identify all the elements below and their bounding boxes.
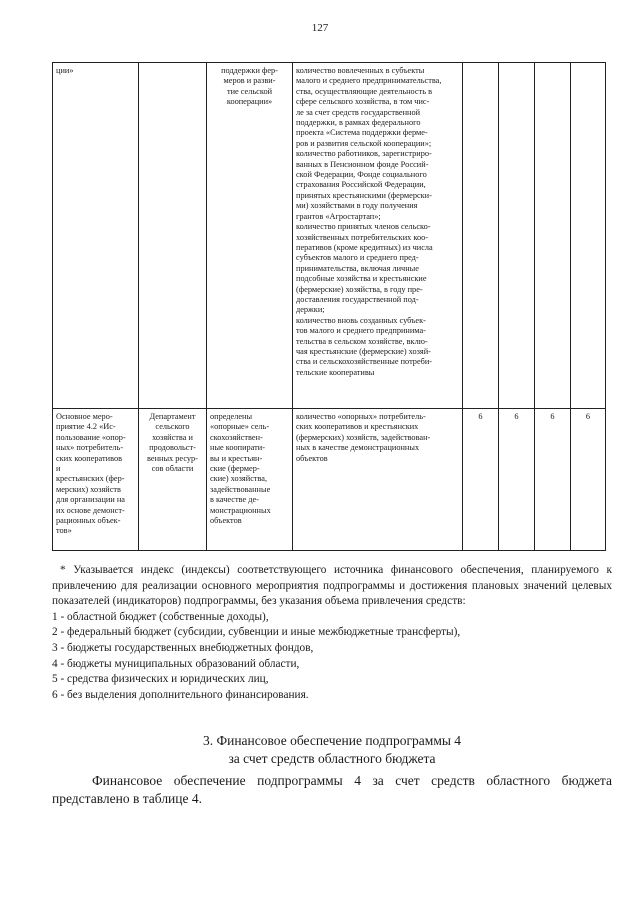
- cell-text-line: ских кооперативов и крестьянских: [296, 422, 419, 432]
- cell-text-line: задействованные: [210, 484, 271, 494]
- cell-text-line: тие сельской: [226, 86, 273, 96]
- cell-text-line: субъектов малого и среднего пред-: [296, 253, 419, 263]
- cell-text-line: для организации на: [56, 495, 125, 505]
- activity-name-cell: ции»: [53, 63, 139, 409]
- value-cell: [571, 63, 606, 409]
- cell-text-line: перативов (кроме кредитных) из числа: [296, 242, 433, 252]
- cell-text-line: меров и разви-: [223, 76, 276, 86]
- cell-text-line: доставления государственной под-: [296, 294, 419, 304]
- cell-text-line: принятых крестьянскими (фермерски-: [296, 190, 432, 200]
- cell-text-line: проекта «Система поддержки ферме-: [296, 128, 428, 138]
- cell-text-line: определены: [210, 412, 253, 421]
- cell-text-line: мерских) хозяйств: [56, 484, 121, 494]
- section-title-line: за счет средств областного бюджета: [228, 751, 436, 766]
- cell-text-line: держки;: [296, 305, 325, 315]
- list-item: 4 - бюджеты муниципальных образований области,: [52, 657, 300, 670]
- cell-text-line: вы и крестьян-: [210, 453, 263, 463]
- cell-text-line: Основное меро-: [56, 412, 113, 421]
- cell-text-line: тельские кооперативы: [296, 367, 375, 377]
- cell-text-line: сельского: [155, 422, 190, 432]
- cell-text-line: продовольст-: [149, 443, 196, 453]
- cell-text-line: скохозяйствен-: [210, 432, 263, 442]
- cell-text-line: количество принятых членов сельско-: [296, 222, 431, 232]
- indicators-table: [52, 62, 606, 551]
- paragraph-text: Финансовое обеспечение подпрограммы 4 за счет средств областного бюджета представлено в таблице 4.: [52, 773, 612, 806]
- cell-text-line: и: [56, 464, 61, 474]
- cell-text-line: объектов: [210, 516, 242, 526]
- list-item: 2 - федеральный бюджет (субсидии, субвенции и иные межбюджетные трансферты),: [52, 626, 461, 639]
- activity-name-cell: [53, 409, 139, 551]
- cell-text-line: крестьянских (фер-: [56, 474, 125, 484]
- cell-text-line: тельства в сельском хозяйстве, вклю-: [296, 336, 428, 346]
- indicator-cell: [293, 63, 463, 409]
- cell-text-line: ных» потребитель-: [56, 443, 124, 453]
- cell-text-line: количество вновь созданных субъек-: [296, 315, 426, 325]
- cell-text-line: объектов: [296, 453, 328, 463]
- table-row: [53, 63, 606, 409]
- footnote-intro: * Указывается индекс (индексы) соответствующего источника финансового обеспечения, планируемого к привлечению для реализации основного мероприятия подпрограммы и достижения плановых значений целевых показателей (индикаторов) подпрограммы, без указания объема привлечения средств:: [52, 564, 612, 608]
- list-item: 1 - областной бюджет (собственные доходы),: [52, 610, 269, 623]
- cell-text-line: поддержки, в рамках федерального: [296, 118, 421, 128]
- cell-text-line: количество «опорных» потребитель-: [296, 412, 426, 421]
- cell-text-line: страхования Российской Федерации,: [296, 180, 426, 190]
- cell-text-line: (фермерские) хозяйства, в году пре-: [296, 284, 423, 294]
- cell-text-line: ской Федерации, Фонде социального: [296, 170, 427, 180]
- cell-text-line: хозяйственных потребительских коо-: [296, 232, 429, 242]
- value-cell: [535, 63, 571, 409]
- value-cell: [499, 63, 535, 409]
- cell-text-line: «опорные» сель-: [210, 422, 270, 432]
- expected-result-cell: [207, 63, 293, 409]
- cell-text-line: тов малого и среднего предпринима-: [296, 326, 426, 336]
- cell-text-line: сфере сельского хозяйства, в том чис-: [296, 97, 430, 107]
- cell-text-line: ских кооперативов: [56, 453, 123, 463]
- cell-text-line: в качестве де-: [210, 495, 259, 505]
- table-row: [53, 409, 606, 551]
- footnote: [52, 563, 612, 703]
- section-title-line: 3. Финансовое обеспечение подпрограммы 4: [202, 733, 462, 748]
- value-cell: [463, 63, 499, 409]
- cell-text-line: ства, осуществляющие деятельность в: [296, 86, 432, 96]
- cell-text-line: хозяйства и: [152, 432, 193, 442]
- cell-text-line: грантов «Агростартап»;: [296, 211, 381, 221]
- cell-text-line: монстрационных: [210, 505, 271, 515]
- funding-source-list: [52, 610, 612, 704]
- cell-text-line: количество работников, зарегистриро-: [296, 149, 432, 159]
- value-cell: 6: [463, 409, 499, 551]
- cell-text-line: ные коопирати-: [210, 443, 266, 453]
- cell-text-line: ванных в Пенсионном фонде Россий-: [296, 159, 429, 169]
- cell-text-line: кооперации»: [226, 97, 273, 107]
- cell-text-line: количество вовлеченных в субъекты: [296, 66, 425, 75]
- value-cell: 6: [535, 409, 571, 551]
- cell-text-line: рационных объек-: [56, 516, 121, 526]
- body-paragraph: [52, 772, 612, 808]
- cell-text-line: поддержки фер-: [221, 66, 278, 75]
- cell-text-line: Департамент: [149, 412, 196, 421]
- list-item: 5 - средства физических и юридических лиц,: [52, 673, 269, 686]
- cell-text-line: (фермерских) хозяйств, задействован-: [296, 432, 431, 442]
- cell-text-line: ства и сельскохозяйственные потреби-: [296, 357, 433, 367]
- cell-text-line: подсобные хозяйства и крестьянские: [296, 274, 427, 284]
- indicator-cell: [293, 409, 463, 551]
- cell-text-line: ские) хозяйства,: [210, 474, 268, 484]
- cell-text-line: принимательства, включая личные: [296, 263, 419, 273]
- executor-cell: [139, 409, 207, 551]
- cell-text-line: приятие 4.2 «Ис-: [56, 422, 116, 432]
- list-item: 6 - без выделения дополнительного финансирования.: [52, 688, 309, 701]
- expected-result-cell: [207, 409, 293, 551]
- cell-text-line: сов области: [151, 464, 194, 474]
- cell-text-line: ных в качестве демонстрационных: [296, 443, 420, 453]
- list-item: 3 - бюджеты государственных внебюджетных фондов,: [52, 641, 314, 654]
- cell-text-line: венных ресур-: [147, 453, 198, 463]
- value-cell: 6: [571, 409, 606, 551]
- cell-text-line: пользование «опор-: [56, 432, 126, 442]
- cell-text-line: чая крестьянские (фермерские) хозяй-: [296, 346, 431, 356]
- cell-text-line: ские (фермер-: [210, 464, 260, 474]
- cell-text-line: их основе демонст-: [56, 505, 125, 515]
- executor-cell: [139, 63, 207, 409]
- cell-text-line: тов»: [56, 526, 72, 536]
- cell-text-line: ров и развития сельской кооперации»;: [296, 138, 432, 148]
- value-cell: 6: [499, 409, 535, 551]
- cell-text-line: ле за счет средств государственной: [296, 107, 421, 117]
- page-number: 127: [311, 22, 329, 34]
- cell-text-line: ми) хозяйствами в году получения: [296, 201, 418, 211]
- cell-text-line: малого и среднего предпринимательства,: [296, 76, 442, 86]
- section-heading: [52, 732, 612, 768]
